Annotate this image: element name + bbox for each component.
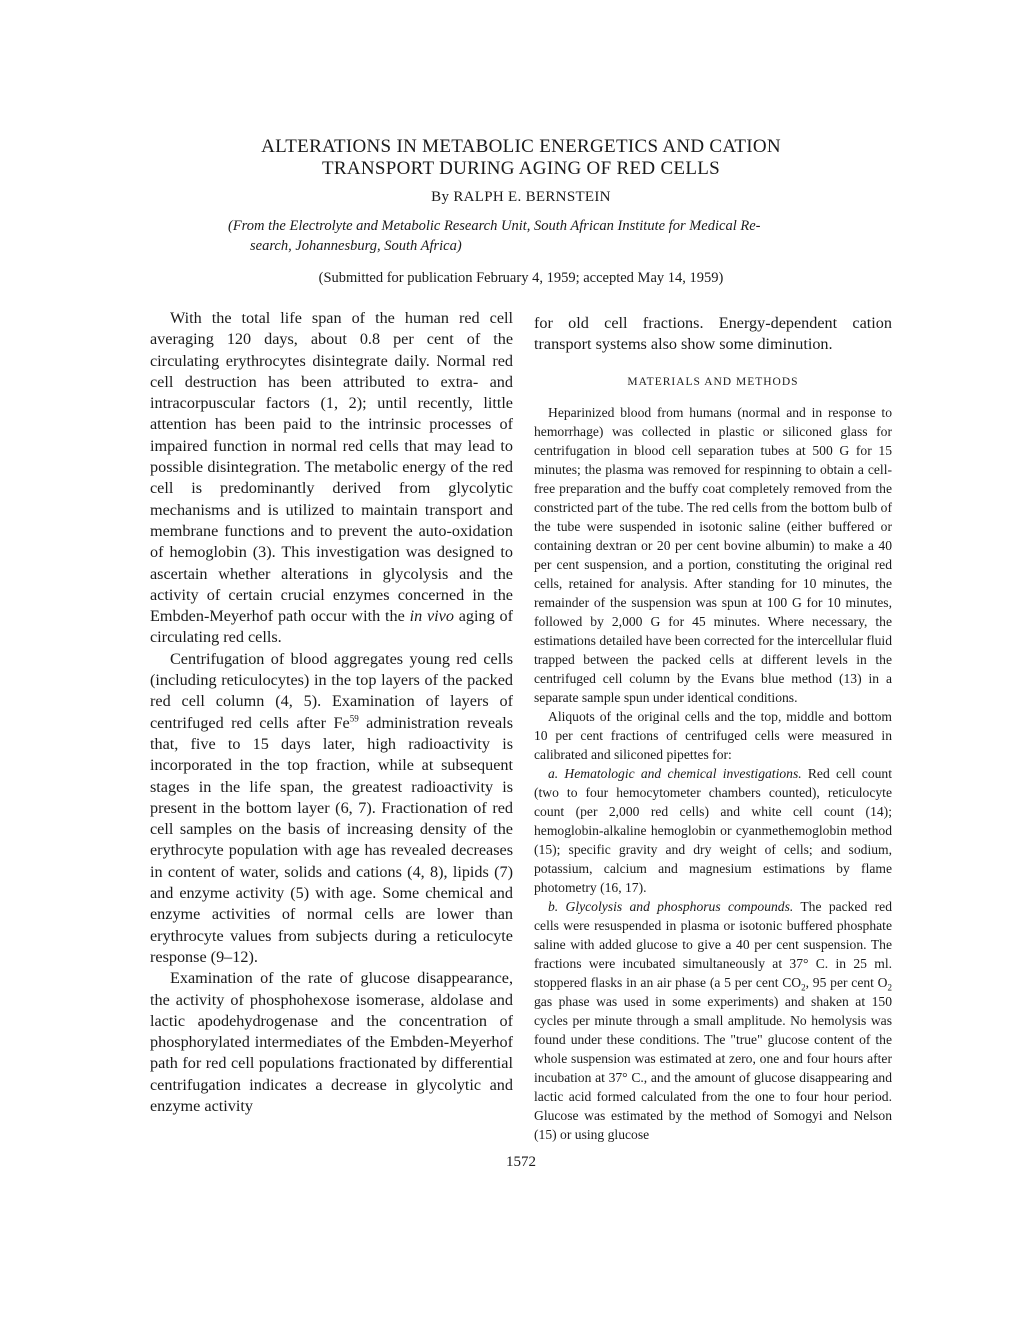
submission-dates: (Submitted for publication February 4, 1959; accepted May 14, 1959)	[318, 270, 724, 286]
isotope-superscript: 59	[349, 713, 359, 724]
intro-paragraph-3: Examination of the rate of glucose disappearance, the activity of phosphohexose isomerase, aldolase and lactic apodehydrogenase and the concentration of phosphorylated intermediates of the Embden-Meyerhof path for red cell populations fractionated by differential centrifugation indicates a decrease in glycolytic and enzyme activity	[150, 969, 513, 1115]
methods-paragraph-2: Aliquots of the original cells and the top, middle and bottom 10 per cent fractions of centrifuged cells were measured in calibrated and siliconed pipettes for:	[534, 709, 892, 762]
subsection-label-a: a. Hematologic and chemical investigations.	[548, 766, 802, 781]
methods-paragraph-3: a. Hematologic and chemical investigations. Red cell count (two to four hemocytometer chambers counted), reticulocyte count (per 2,000 red cells) and white cell count (14); hemoglobin-alkaline hemoglobin or cyanmethemoglobin method (15); specific gravity and dry weight of cells; and sodium, potassium, calcium and magnesium estimations by flame photometry (16, 17).	[534, 766, 892, 895]
title-line-1: ALTERATIONS IN METABOLIC ENERGETICS AND CATION	[261, 136, 781, 157]
affiliation-line-1: (From the Electrolyte and Metabolic Research Unit, South African Institute for Medical Re-	[228, 218, 761, 234]
author-byline: By RALPH E. BERNSTEIN	[431, 189, 611, 205]
right-column	[534, 403, 892, 1144]
left-column	[150, 308, 513, 1117]
page-number: 1572	[506, 1154, 536, 1170]
section-heading-methods: MATERIALS AND METHODS	[627, 376, 799, 388]
article-title	[150, 136, 892, 180]
affiliation	[228, 216, 828, 256]
intro-paragraph-1: With the total life span of the human red cell averaging 120 days, about 0.8 per cent of the circulating erythrocytes disintegrate daily. Normal red cell destruction has been attributed to extra- and intracorpuscular factors (1, 2); until recently, little attention has been paid to the intrinsic processes of impaired function in normal red cells that may lead to possible disintegration. The metabolic energy of the red cell is predominantly derived from glycolytic mechanisms and is utilized to maintain transport and membrane functions and to prevent the auto-oxidation of hemoglobin (3). This investigation was designed to ascertain whether alterations in glycolysis and the activity of certain crucial enzymes concerned in the Embden-Meyerhof path occur with the in vivo aging of circulating red cells.	[150, 309, 513, 647]
subsection-label-b: b. Glycolysis and phosphorus compounds.	[548, 899, 794, 914]
intro-paragraph-3-continued: for old cell fractions. Energy-dependent cation transport systems also show some diminution.	[534, 314, 892, 353]
affiliation-line-2: search, Johannesburg, South Africa)	[250, 238, 462, 254]
title-line-2: TRANSPORT DURING AGING OF RED CELLS	[321, 158, 720, 179]
intro-paragraph-2: Centrifugation of blood aggregates young red cells (including reticulocytes) in the top layers of the packed red cell column (4, 5). Examination of layers of centrifuged red cells after Fe$^{59}$ administration reveals that, five to 15 days later, high radioactivity is incorporated in the top fraction, while at subsequent stages in the life span, the greatest radioactivity is present in the bottom layer (6, 7). Fractionation of red cell samples on the basis of increasing density of the erythrocyte population with age has revealed decreases in content of water, solids and cations (4, 8), lipids (7) and enzyme activity (5) with age. Some chemical and enzyme activities of normal cells are lower than erythrocyte values from subjects during a reticulocyte response (9–12).	[150, 649, 513, 966]
methods-paragraph-4: b. Glycolysis and phosphorus compounds. The packed red cells were resuspended in plasma or isotonic buffered phosphate saline with added glucose to give a 40 per cent suspension. The fractions were incubated simultaneously at 37° C. in 25 ml. stoppered flasks in an air phase (a 5 per cent $CO_2$, 95 per cent $O_2$ gas phase was used in some experiments) and shaken at 150 cycles per minute through a small amplitude. No hemolysis was found under these conditions. The "true" glucose content of the whole suspension was estimated at zero, one and four hours after incubation at 37° C., and the amount of glucose disappearing and lactic acid formed calculated from the one to four hour period. Glucose was estimated by the method of Somogyi and Nelson (15) or using glucose	[534, 899, 893, 1142]
italic-in-vivo: in vivo	[409, 607, 454, 626]
methods-paragraph-1: Heparinized blood from humans (normal and in response to hemorrhage) was collected in plastic or siliconed glass for centrifugation in blood cell separation tubes at 500 G for 15 minutes; the plasma was removed for respinning to obtain a cell-free preparation and the buffy coat completely removed from the constricted part of the tube. The red cells from the bottom bulb of the tube were suspended in isotonic saline (either buffered or containing dextran or 20 per cent bovine albumin) to make a 40 per cent suspension, and a portion, constituting the original red cells, retained for analysis. After standing for 10 minutes, the remainder of the suspension was spun at 100 G for 10 minutes, followed by 2,000 G for 45 minutes. Where necessary, the estimations detailed have been corrected for the intercellular fluid trapped between the packed cells at different levels in the centrifuged cell column by the Evans blue method (13) in a separate sample spun under identical conditions.	[534, 405, 892, 705]
